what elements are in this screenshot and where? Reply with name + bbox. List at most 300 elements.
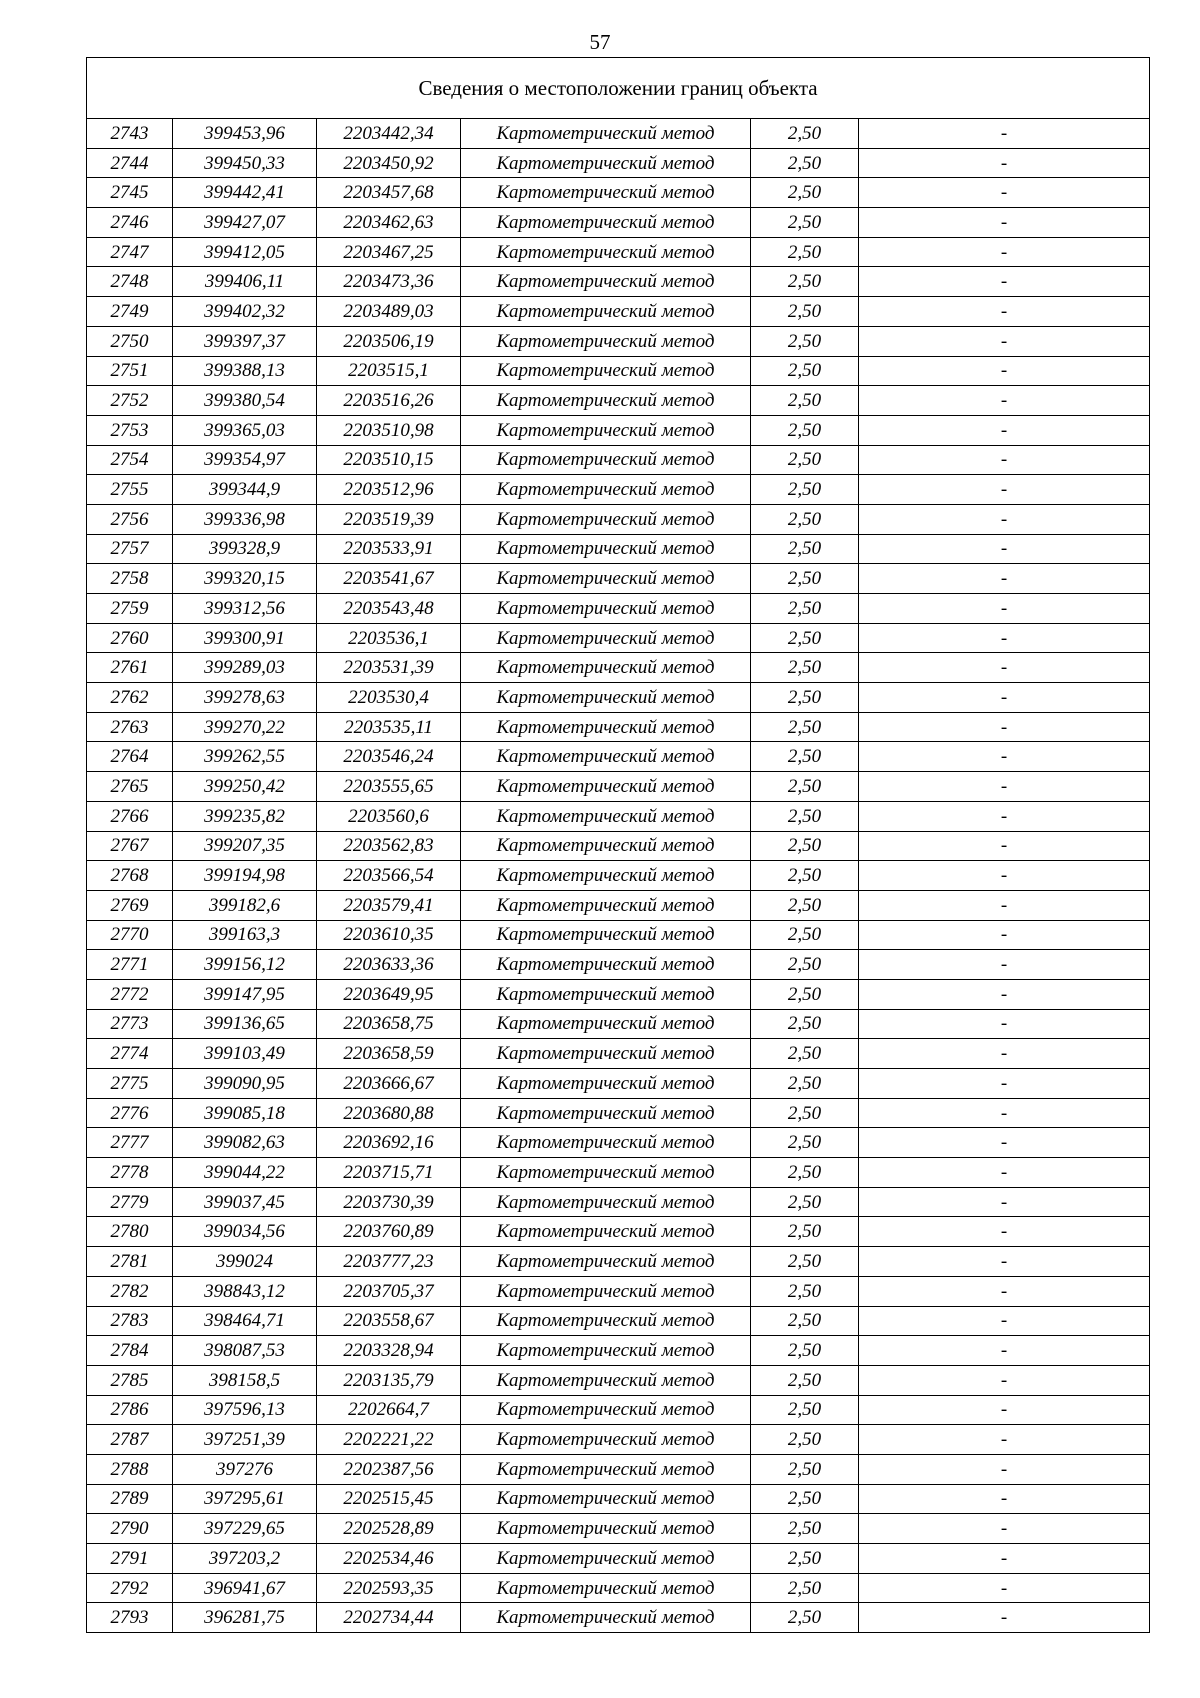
x-coordinate-cell: 399250,42 [173,772,317,802]
table-row [87,1603,1150,1633]
point-number-cell: 2773 [87,1009,173,1039]
method-cell: Картометрический метод [461,653,751,683]
point-number-cell: 2745 [87,178,173,208]
x-coordinate-cell: 399453,96 [173,119,317,149]
description-cell: - [859,950,1150,980]
y-coordinate-cell: 2203535,11 [317,712,461,742]
method-cell: Картометрический метод [461,1306,751,1336]
y-coordinate-cell: 2203555,65 [317,772,461,802]
y-coordinate-cell: 2203328,94 [317,1336,461,1366]
description-cell: - [859,1069,1150,1099]
method-cell: Картометрический метод [461,386,751,416]
x-coordinate-cell: 399289,03 [173,653,317,683]
x-coordinate-cell: 399090,95 [173,1069,317,1099]
description-cell: - [859,534,1150,564]
description-cell: - [859,1187,1150,1217]
method-cell: Картометрический метод [461,1514,751,1544]
x-coordinate-cell: 399235,82 [173,801,317,831]
y-coordinate-cell: 2203510,15 [317,445,461,475]
description-cell: - [859,1247,1150,1277]
accuracy-cell: 2,50 [751,148,859,178]
y-coordinate-cell: 2203533,91 [317,534,461,564]
description-cell: - [859,861,1150,891]
description-cell: - [859,356,1150,386]
accuracy-cell: 2,50 [751,504,859,534]
point-number-cell: 2769 [87,890,173,920]
y-coordinate-cell: 2203666,67 [317,1069,461,1099]
accuracy-cell: 2,50 [751,1187,859,1217]
x-coordinate-cell: 399194,98 [173,861,317,891]
point-number-cell: 2749 [87,297,173,327]
method-cell: Картометрический метод [461,445,751,475]
x-coordinate-cell: 399397,37 [173,326,317,356]
table-row [87,861,1150,891]
accuracy-cell: 2,50 [751,119,859,149]
y-coordinate-cell: 2202734,44 [317,1603,461,1633]
method-cell: Картометрический метод [461,1425,751,1455]
x-coordinate-cell: 398087,53 [173,1336,317,1366]
y-coordinate-cell: 2203462,63 [317,208,461,238]
x-coordinate-cell: 399262,55 [173,742,317,772]
y-coordinate-cell: 2203658,75 [317,1009,461,1039]
table-row [87,297,1150,327]
point-number-cell: 2757 [87,534,173,564]
point-number-cell: 2777 [87,1128,173,1158]
point-number-cell: 2765 [87,772,173,802]
method-cell: Картометрический метод [461,1158,751,1188]
table-row [87,1336,1150,1366]
point-number-cell: 2760 [87,623,173,653]
x-coordinate-cell: 399365,03 [173,415,317,445]
y-coordinate-cell: 2202664,7 [317,1395,461,1425]
accuracy-cell: 2,50 [751,1069,859,1099]
point-number-cell: 2763 [87,712,173,742]
method-cell: Картометрический метод [461,1128,751,1158]
x-coordinate-cell: 399336,98 [173,504,317,534]
x-coordinate-cell: 399207,35 [173,831,317,861]
x-coordinate-cell: 399354,97 [173,445,317,475]
description-cell: - [859,831,1150,861]
table-row [87,683,1150,713]
accuracy-cell: 2,50 [751,1128,859,1158]
point-number-cell: 2762 [87,683,173,713]
accuracy-cell: 2,50 [751,1217,859,1247]
method-cell: Картометрический метод [461,178,751,208]
description-cell: - [859,1573,1150,1603]
method-cell: Картометрический метод [461,1187,751,1217]
table-row [87,356,1150,386]
description-cell: - [859,1276,1150,1306]
accuracy-cell: 2,50 [751,475,859,505]
accuracy-cell: 2,50 [751,831,859,861]
x-coordinate-cell: 397276 [173,1454,317,1484]
accuracy-cell: 2,50 [751,1484,859,1514]
description-cell: - [859,445,1150,475]
table-row [87,415,1150,445]
y-coordinate-cell: 2203516,26 [317,386,461,416]
accuracy-cell: 2,50 [751,712,859,742]
description-cell: - [859,415,1150,445]
table-row [87,1395,1150,1425]
point-number-cell: 2748 [87,267,173,297]
description-cell: - [859,1217,1150,1247]
table-header-row [87,58,1150,119]
method-cell: Картометрический метод [461,534,751,564]
y-coordinate-cell: 2203649,95 [317,979,461,1009]
description-cell: - [859,267,1150,297]
y-coordinate-cell: 2203777,23 [317,1247,461,1277]
point-number-cell: 2743 [87,119,173,149]
table-header: Сведения о местоположении границ объекта [87,58,1150,119]
description-cell: - [859,683,1150,713]
table-row [87,1217,1150,1247]
accuracy-cell: 2,50 [751,623,859,653]
description-cell: - [859,119,1150,149]
point-number-cell: 2758 [87,564,173,594]
description-cell: - [859,1514,1150,1544]
accuracy-cell: 2,50 [751,950,859,980]
x-coordinate-cell: 399136,65 [173,1009,317,1039]
y-coordinate-cell: 2203531,39 [317,653,461,683]
y-coordinate-cell: 2203506,19 [317,326,461,356]
y-coordinate-cell: 2203579,41 [317,890,461,920]
method-cell: Картометрический метод [461,1544,751,1574]
x-coordinate-cell: 399412,05 [173,237,317,267]
x-coordinate-cell: 399427,07 [173,208,317,238]
point-number-cell: 2775 [87,1069,173,1099]
point-number-cell: 2774 [87,1039,173,1069]
accuracy-cell: 2,50 [751,178,859,208]
table-row [87,772,1150,802]
table-row [87,534,1150,564]
table-row [87,1187,1150,1217]
x-coordinate-cell: 399044,22 [173,1158,317,1188]
y-coordinate-cell: 2203457,68 [317,178,461,208]
accuracy-cell: 2,50 [751,1573,859,1603]
description-cell: - [859,1306,1150,1336]
description-cell: - [859,297,1150,327]
description-cell: - [859,801,1150,831]
table-row [87,831,1150,861]
table-row [87,1544,1150,1574]
description-cell: - [859,1425,1150,1455]
x-coordinate-cell: 399103,49 [173,1039,317,1069]
table-row [87,1128,1150,1158]
description-cell: - [859,890,1150,920]
point-number-cell: 2780 [87,1217,173,1247]
description-cell: - [859,712,1150,742]
x-coordinate-cell: 399270,22 [173,712,317,742]
table-row [87,594,1150,624]
point-number-cell: 2755 [87,475,173,505]
accuracy-cell: 2,50 [751,1306,859,1336]
y-coordinate-cell: 2203515,1 [317,356,461,386]
x-coordinate-cell: 399156,12 [173,950,317,980]
table-row [87,178,1150,208]
method-cell: Картометрический метод [461,504,751,534]
point-number-cell: 2778 [87,1158,173,1188]
y-coordinate-cell: 2202515,45 [317,1484,461,1514]
accuracy-cell: 2,50 [751,890,859,920]
table-row [87,1247,1150,1277]
y-coordinate-cell: 2203680,88 [317,1098,461,1128]
description-cell: - [859,1454,1150,1484]
method-cell: Картометрический метод [461,1247,751,1277]
point-number-cell: 2772 [87,979,173,1009]
method-cell: Картометрический метод [461,950,751,980]
description-cell: - [859,386,1150,416]
method-cell: Картометрический метод [461,1069,751,1099]
point-number-cell: 2753 [87,415,173,445]
table-row [87,890,1150,920]
method-cell: Картометрический метод [461,1276,751,1306]
accuracy-cell: 2,50 [751,386,859,416]
x-coordinate-cell: 399380,54 [173,386,317,416]
description-cell: - [859,1009,1150,1039]
y-coordinate-cell: 2202528,89 [317,1514,461,1544]
table-body [87,119,1150,1633]
x-coordinate-cell: 397596,13 [173,1395,317,1425]
accuracy-cell: 2,50 [751,801,859,831]
description-cell: - [859,475,1150,505]
page-number: 57 [589,30,611,54]
method-cell: Картометрический метод [461,1365,751,1395]
y-coordinate-cell: 2203510,98 [317,415,461,445]
y-coordinate-cell: 2203692,16 [317,1128,461,1158]
accuracy-cell: 2,50 [751,1544,859,1574]
accuracy-cell: 2,50 [751,920,859,950]
accuracy-cell: 2,50 [751,861,859,891]
accuracy-cell: 2,50 [751,1039,859,1069]
boundary-coordinates-table [86,57,1150,1633]
table-row [87,1009,1150,1039]
accuracy-cell: 2,50 [751,208,859,238]
description-cell: - [859,653,1150,683]
x-coordinate-cell: 399278,63 [173,683,317,713]
method-cell: Картометрический метод [461,890,751,920]
y-coordinate-cell: 2203519,39 [317,504,461,534]
point-number-cell: 2785 [87,1365,173,1395]
y-coordinate-cell: 2203541,67 [317,564,461,594]
description-cell: - [859,1336,1150,1366]
accuracy-cell: 2,50 [751,1336,859,1366]
table-row [87,1158,1150,1188]
y-coordinate-cell: 2203473,36 [317,267,461,297]
method-cell: Картометрический метод [461,831,751,861]
point-number-cell: 2752 [87,386,173,416]
point-number-cell: 2779 [87,1187,173,1217]
description-cell: - [859,326,1150,356]
table-row [87,208,1150,238]
accuracy-cell: 2,50 [751,1454,859,1484]
method-cell: Картометрический метод [461,237,751,267]
method-cell: Картометрический метод [461,1336,751,1366]
method-cell: Картометрический метод [461,712,751,742]
description-cell: - [859,1098,1150,1128]
description-cell: - [859,1365,1150,1395]
x-coordinate-cell: 396941,67 [173,1573,317,1603]
x-coordinate-cell: 399320,15 [173,564,317,594]
description-cell: - [859,1158,1150,1188]
y-coordinate-cell: 2203562,83 [317,831,461,861]
x-coordinate-cell: 397251,39 [173,1425,317,1455]
point-number-cell: 2771 [87,950,173,980]
y-coordinate-cell: 2203760,89 [317,1217,461,1247]
accuracy-cell: 2,50 [751,445,859,475]
method-cell: Картометрический метод [461,1454,751,1484]
point-number-cell: 2767 [87,831,173,861]
accuracy-cell: 2,50 [751,1395,859,1425]
point-number-cell: 2761 [87,653,173,683]
table-row [87,950,1150,980]
method-cell: Картометрический метод [461,1098,751,1128]
table-row [87,1069,1150,1099]
x-coordinate-cell: 399442,41 [173,178,317,208]
point-number-cell: 2770 [87,920,173,950]
description-cell: - [859,1603,1150,1633]
accuracy-cell: 2,50 [751,653,859,683]
description-cell: - [859,742,1150,772]
y-coordinate-cell: 2203560,6 [317,801,461,831]
y-coordinate-cell: 2203705,37 [317,1276,461,1306]
method-cell: Картометрический метод [461,623,751,653]
method-cell: Картометрический метод [461,861,751,891]
y-coordinate-cell: 2203566,54 [317,861,461,891]
point-number-cell: 2784 [87,1336,173,1366]
method-cell: Картометрический метод [461,564,751,594]
method-cell: Картометрический метод [461,1009,751,1039]
x-coordinate-cell: 397203,2 [173,1544,317,1574]
accuracy-cell: 2,50 [751,1158,859,1188]
method-cell: Картометрический метод [461,1603,751,1633]
accuracy-cell: 2,50 [751,594,859,624]
accuracy-cell: 2,50 [751,326,859,356]
table-row [87,712,1150,742]
method-cell: Картометрический метод [461,475,751,505]
table-row [87,267,1150,297]
y-coordinate-cell: 2203715,71 [317,1158,461,1188]
accuracy-cell: 2,50 [751,564,859,594]
method-cell: Картометрический метод [461,208,751,238]
y-coordinate-cell: 2203633,36 [317,950,461,980]
description-cell: - [859,920,1150,950]
point-number-cell: 2783 [87,1306,173,1336]
method-cell: Картометрический метод [461,1484,751,1514]
point-number-cell: 2768 [87,861,173,891]
table-row [87,979,1150,1009]
x-coordinate-cell: 399182,6 [173,890,317,920]
description-cell: - [859,148,1150,178]
method-cell: Картометрический метод [461,742,751,772]
table-row [87,237,1150,267]
accuracy-cell: 2,50 [751,1425,859,1455]
point-number-cell: 2751 [87,356,173,386]
point-number-cell: 2750 [87,326,173,356]
description-cell: - [859,564,1150,594]
table-row [87,564,1150,594]
y-coordinate-cell: 2203730,39 [317,1187,461,1217]
accuracy-cell: 2,50 [751,415,859,445]
table-row [87,1098,1150,1128]
table-row [87,445,1150,475]
accuracy-cell: 2,50 [751,742,859,772]
method-cell: Картометрический метод [461,1395,751,1425]
point-number-cell: 2788 [87,1454,173,1484]
table-row [87,742,1150,772]
method-cell: Картометрический метод [461,326,751,356]
y-coordinate-cell: 2203546,24 [317,742,461,772]
table-row [87,1573,1150,1603]
method-cell: Картометрический метод [461,415,751,445]
point-number-cell: 2746 [87,208,173,238]
table-row [87,148,1150,178]
x-coordinate-cell: 399024 [173,1247,317,1277]
accuracy-cell: 2,50 [751,297,859,327]
y-coordinate-cell: 2203512,96 [317,475,461,505]
table-row [87,326,1150,356]
x-coordinate-cell: 399034,56 [173,1217,317,1247]
accuracy-cell: 2,50 [751,237,859,267]
y-coordinate-cell: 2202593,35 [317,1573,461,1603]
table-row [87,1454,1150,1484]
y-coordinate-cell: 2202387,56 [317,1454,461,1484]
table-row [87,623,1150,653]
description-cell: - [859,504,1150,534]
table-row [87,801,1150,831]
method-cell: Картометрический метод [461,801,751,831]
y-coordinate-cell: 2203450,92 [317,148,461,178]
y-coordinate-cell: 2203610,35 [317,920,461,950]
accuracy-cell: 2,50 [751,1514,859,1544]
description-cell: - [859,1128,1150,1158]
table-row [87,119,1150,149]
x-coordinate-cell: 399388,13 [173,356,317,386]
x-coordinate-cell: 399312,56 [173,594,317,624]
point-number-cell: 2790 [87,1514,173,1544]
x-coordinate-cell: 399037,45 [173,1187,317,1217]
description-cell: - [859,979,1150,1009]
description-cell: - [859,178,1150,208]
x-coordinate-cell: 399344,9 [173,475,317,505]
description-cell: - [859,1395,1150,1425]
description-cell: - [859,208,1150,238]
description-cell: - [859,772,1150,802]
method-cell: Картометрический метод [461,772,751,802]
accuracy-cell: 2,50 [751,267,859,297]
y-coordinate-cell: 2203658,59 [317,1039,461,1069]
y-coordinate-cell: 2202221,22 [317,1425,461,1455]
x-coordinate-cell: 399082,63 [173,1128,317,1158]
x-coordinate-cell: 396281,75 [173,1603,317,1633]
accuracy-cell: 2,50 [751,1098,859,1128]
y-coordinate-cell: 2202534,46 [317,1544,461,1574]
point-number-cell: 2786 [87,1395,173,1425]
point-number-cell: 2764 [87,742,173,772]
point-number-cell: 2744 [87,148,173,178]
method-cell: Картометрический метод [461,594,751,624]
y-coordinate-cell: 2203558,67 [317,1306,461,1336]
method-cell: Картометрический метод [461,683,751,713]
x-coordinate-cell: 398158,5 [173,1365,317,1395]
method-cell: Картометрический метод [461,1573,751,1603]
x-coordinate-cell: 399300,91 [173,623,317,653]
y-coordinate-cell: 2203543,48 [317,594,461,624]
point-number-cell: 2776 [87,1098,173,1128]
x-coordinate-cell: 399328,9 [173,534,317,564]
method-cell: Картометрический метод [461,356,751,386]
accuracy-cell: 2,50 [751,1603,859,1633]
description-cell: - [859,1039,1150,1069]
